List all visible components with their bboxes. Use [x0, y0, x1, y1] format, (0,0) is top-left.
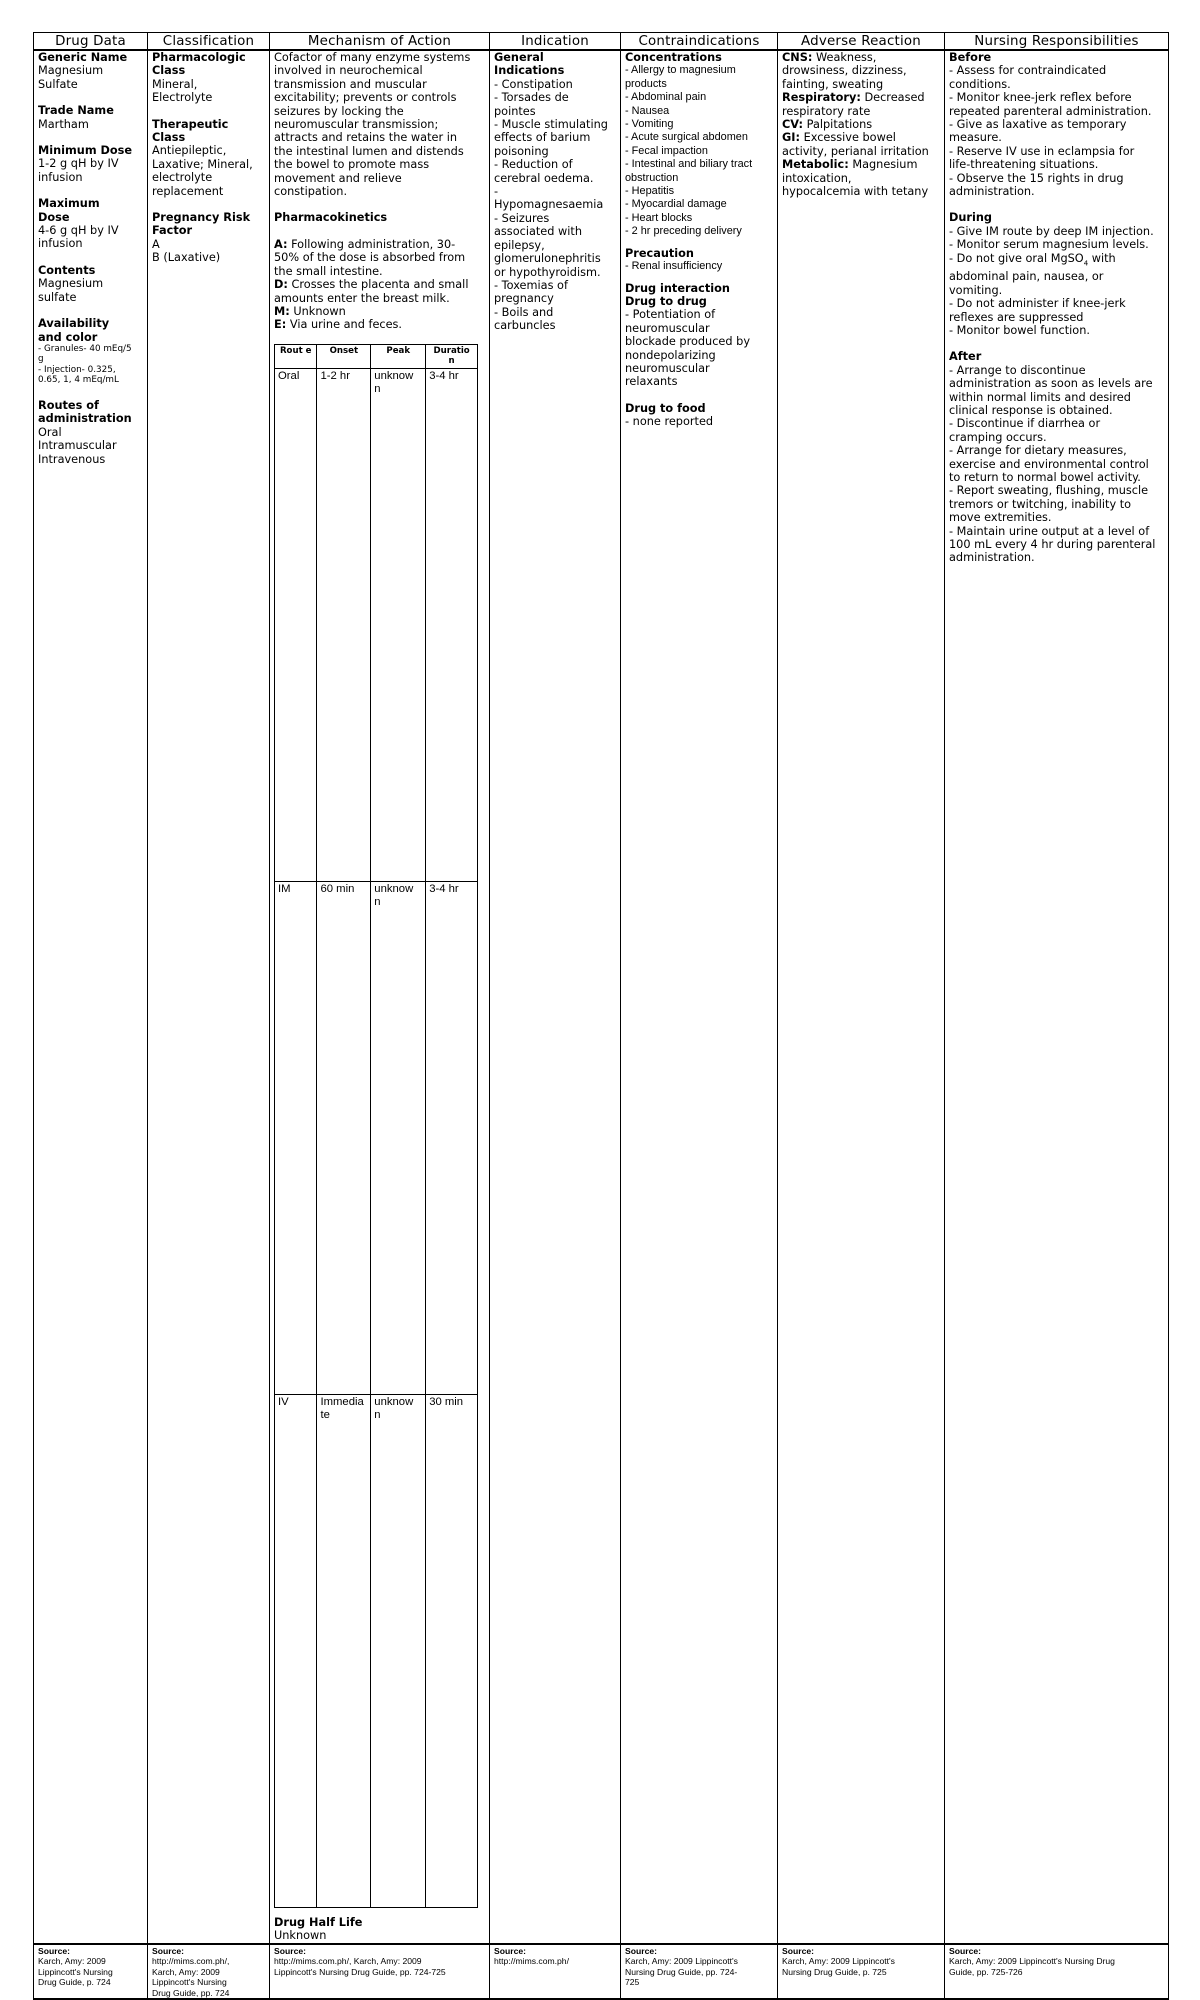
pharmacologic-class-line: Mineral,: [152, 77, 198, 91]
adverse-line: respiratory rate: [782, 104, 871, 118]
adverse-item-cv: [782, 118, 941, 131]
after-label: After: [949, 350, 982, 364]
pk-header-peak: Peak: [371, 344, 426, 368]
after-line: - Arrange for dietary measures,: [949, 444, 1127, 458]
availability-line: - Granules- 40 mEq/5: [38, 343, 132, 354]
after-line: clinical response is obtained.: [949, 404, 1113, 417]
header-classification: Classification: [148, 33, 270, 51]
pk-header-route: Rout e: [275, 344, 317, 368]
source-cell: [490, 1944, 621, 2000]
header-row: [34, 33, 1169, 51]
distribution-text: Crosses the placenta and small: [287, 278, 469, 292]
excretion-label: E:: [274, 318, 287, 332]
after-line: tremors or twitching, inability to: [949, 497, 1132, 511]
minimum-dose-label: Minimum Dose: [38, 144, 133, 158]
during-line: - Monitor serum magnesium levels.: [949, 238, 1149, 252]
drug-to-food-line: - none reported: [625, 415, 714, 429]
maximum-dose-label: Maximum: [38, 197, 100, 211]
contents-line: sulfate: [38, 290, 77, 304]
source-line: Drug Guide, p. 724: [38, 1977, 111, 1988]
half-life-label: Drug Half Life: [274, 1915, 363, 1929]
precaution-label: Precaution: [625, 246, 694, 260]
contraindication-line: - Allergy to magnesium: [625, 64, 736, 77]
metabolism-line: [274, 305, 486, 318]
after-line: within normal limits and desired: [949, 390, 1131, 404]
pharmacokinetics-label: Pharmacokinetics: [274, 211, 388, 225]
mechanism-line: transmission and muscular: [274, 77, 427, 91]
indication-line: epilepsy,: [494, 238, 545, 252]
therapeutic-class-line: Laxative; Mineral,: [152, 157, 253, 171]
contraindication-line: - Fecal impaction: [625, 144, 708, 157]
interaction-line: blockade produced by: [625, 335, 750, 349]
therapeutic-class-label: Therapeutic: [152, 117, 229, 131]
indication-line: carbuncles: [494, 319, 556, 333]
contraindication-line: - Heart blocks: [625, 211, 693, 224]
availability-line: - Injection- 0.325,: [38, 364, 116, 375]
pregnancy-risk-line: B (Laxative): [152, 251, 221, 265]
adverse-text: Weakness,: [812, 51, 877, 64]
pk-cell: unknow n: [371, 368, 426, 881]
pk-cell: unknow n: [371, 1394, 426, 1907]
before-line: repeated parenteral administration.: [949, 104, 1152, 118]
source-label: Source:: [38, 1945, 70, 1956]
contents-label: Contents: [38, 263, 96, 277]
after-line: - Arrange to discontinue: [949, 363, 1086, 377]
interaction-line: relaxants: [625, 375, 678, 389]
adverse-line: activity, perianal irritation: [782, 144, 929, 158]
adverse-reaction-cell: [778, 50, 945, 1944]
before-line: administration.: [949, 185, 1035, 199]
metabolism-text: Unknown: [289, 304, 346, 318]
after-line: - Maintain urine output at a level of: [949, 524, 1150, 538]
adverse-line: fainting, sweating: [782, 77, 884, 91]
before-line: - Assess for contraindicated: [949, 64, 1107, 78]
absorption-text: Following administration, 30-: [287, 237, 456, 251]
mechanism-line: the bowel to promote mass: [274, 158, 430, 172]
pk-cell: 30 min: [426, 1394, 478, 1907]
distribution-line: [274, 278, 486, 291]
therapeutic-class-line: electrolyte: [152, 171, 213, 185]
interaction-line: neuromuscular: [625, 321, 710, 335]
indication-line: - Boils and: [494, 305, 554, 319]
subscript: 4: [1083, 258, 1089, 267]
adverse-label: GI:: [782, 131, 800, 145]
absorption-line: the small intestine.: [274, 264, 383, 278]
pk-header-duration: Duratio n: [426, 344, 478, 368]
classification-cell: [148, 50, 270, 1944]
adverse-label: Metabolic:: [782, 158, 849, 172]
source-label: Source:: [274, 1945, 306, 1956]
during-line: - Give IM route by deep IM injection.: [949, 224, 1154, 238]
after-line: cramping occurs.: [949, 430, 1047, 444]
drug-data-cell: [34, 50, 148, 1944]
mechanism-line: attracts and retains the water in: [274, 131, 457, 145]
route-item: Oral: [38, 425, 62, 439]
availability-line: 0.65, 1, 4 mEq/mL: [38, 375, 119, 386]
during-with-text: with: [1088, 251, 1116, 265]
contraindication-line: - 2 hr preceding delivery: [625, 225, 742, 238]
source-line: http://mims.com.ph/: [494, 1956, 569, 1967]
pk-row: [275, 1394, 478, 1907]
pharmacologic-class-label: Class: [152, 64, 186, 78]
header-contraindications: Contraindications: [621, 33, 778, 51]
source-label: Source:: [494, 1945, 526, 1956]
distribution-label: D:: [274, 278, 288, 292]
mechanism-line: excitability; prevents or controls: [274, 91, 457, 105]
header-mechanism: Mechanism of Action: [270, 33, 490, 51]
routes-label: administration: [38, 412, 132, 426]
half-life-value: Unknown: [274, 1929, 327, 1943]
pharmacokinetics-table: [274, 344, 478, 1908]
contents-line: Magnesium: [38, 277, 104, 291]
adverse-item-gi: [782, 131, 941, 144]
after-line: administration.: [949, 551, 1035, 565]
therapeutic-class-line: replacement: [152, 184, 224, 198]
indication-line: -: [494, 185, 499, 199]
interaction-line: - Potentiation of: [625, 308, 716, 322]
adverse-line: intoxication,: [782, 171, 852, 185]
header-nursing-responsibilities: Nursing Responsibilities: [945, 33, 1169, 51]
availability-label: and color: [38, 330, 98, 344]
generic-name-line: Sulfate: [38, 77, 78, 91]
adverse-text: Excessive bowel: [800, 131, 896, 145]
pharmacologic-class-label: Pharmacologic: [152, 51, 246, 64]
after-line: - Discontinue if diarrhea or: [949, 417, 1101, 431]
header-drug-data: Drug Data: [34, 33, 148, 51]
drug-study-table: [33, 32, 1169, 2000]
precaution-line: - Renal insufficiency: [625, 260, 723, 273]
before-line: - Observe the 15 rights in drug: [949, 171, 1124, 185]
indication-line: poisoning: [494, 144, 549, 158]
maximum-dose-label: Dose: [38, 210, 70, 224]
excretion-line: [274, 318, 486, 331]
adverse-label: Respiratory:: [782, 91, 861, 105]
before-line: - Give as laxative as temporary: [949, 118, 1127, 132]
contraindication-line: - Vomiting: [625, 118, 674, 131]
indication-line: pointes: [494, 104, 536, 118]
during-line: reflexes are suppressed: [949, 310, 1084, 324]
absorption-line: [274, 238, 486, 251]
source-line: Karch, Amy: 2009: [38, 1956, 106, 1967]
route-item: Intravenous: [38, 452, 106, 466]
routes-label: Routes of: [38, 398, 99, 412]
source-line: Lippincott's Nursing Drug Guide, pp. 724-725: [274, 1966, 446, 1977]
before-label: Before: [949, 51, 992, 64]
source-row: [34, 1944, 1169, 2000]
nursing-cell: [945, 50, 1169, 1944]
pk-row: [275, 368, 478, 881]
mechanism-line: neuromuscular transmission;: [274, 118, 439, 132]
before-line: life-threatening situations.: [949, 158, 1099, 172]
during-line: - Do not administer if knee-jerk: [949, 297, 1126, 311]
source-line: Karch, Amy: 2009 Lippincott's: [782, 1956, 895, 1967]
excretion-text: Via urine and feces.: [286, 318, 403, 332]
contraindication-line: - Hepatitis: [625, 185, 675, 198]
pk-header-row: [275, 344, 478, 368]
contraindication-line: - Acute surgical abdomen: [625, 131, 748, 144]
content-row: [34, 50, 1169, 1944]
contraindication-line: products: [625, 77, 667, 90]
source-line: Karch, Amy: 2009 Lippincott's Nursing Drug: [949, 1956, 1115, 1967]
indication-line: - Reduction of: [494, 158, 573, 172]
source-line: http://mims.com.ph/,: [152, 1956, 230, 1967]
concentrations-label: Concentrations: [625, 51, 722, 64]
source-line: Drug Guide, pp. 724: [152, 1987, 230, 1998]
before-line: - Monitor knee-jerk reflex before: [949, 91, 1132, 105]
therapeutic-class-label: Class: [152, 131, 186, 145]
during-line: [949, 252, 1165, 271]
indication-line: - Constipation: [494, 77, 573, 91]
source-cell: [621, 1944, 778, 2000]
interaction-line: neuromuscular: [625, 361, 710, 375]
drug-interaction-label: Drug interaction: [625, 281, 730, 295]
pk-cell: 1-2 hr: [317, 368, 371, 881]
source-cell: [148, 1944, 270, 2000]
during-line: - Monitor bowel function.: [949, 323, 1090, 337]
source-line: Lippincott's Nursing: [38, 1966, 113, 1977]
contraindication-line: obstruction: [625, 171, 679, 184]
adverse-text: Magnesium: [848, 158, 918, 172]
adverse-text: Decreased: [860, 91, 925, 105]
during-line: abdominal pain, nausea, or: [949, 270, 1104, 284]
drug-to-drug-label: Drug to drug: [625, 294, 707, 308]
maximum-dose-line: 4-6 g qH by IV: [38, 224, 119, 238]
absorption-label: A:: [274, 237, 288, 251]
minimum-dose-line: 1-2 g qH by IV: [38, 157, 119, 171]
adverse-item-cns: [782, 51, 941, 64]
before-line: measure.: [949, 131, 1002, 145]
adverse-line: drowsiness, dizziness,: [782, 64, 907, 78]
before-line: - Reserve IV use in eclampsia for: [949, 144, 1135, 158]
indication-line: pregnancy: [494, 292, 554, 306]
minimum-dose-line: infusion: [38, 170, 83, 184]
pharmacologic-class-line: Electrolyte: [152, 91, 213, 105]
adverse-line: hypocalcemia with tetany: [782, 185, 929, 199]
after-line: - Report sweating, flushing, muscle: [949, 484, 1149, 498]
indication-line: - Torsades de: [494, 91, 569, 105]
interaction-line: nondepolarizing: [625, 348, 716, 362]
therapeutic-class-line: Antiepileptic,: [152, 144, 227, 158]
adverse-label: CNS:: [782, 51, 813, 64]
mechanism-line: constipation.: [274, 185, 348, 199]
header-adverse-reaction: Adverse Reaction: [778, 33, 945, 51]
source-label: Source:: [625, 1945, 657, 1956]
adverse-item-respiratory: [782, 91, 941, 104]
after-line: move extremities.: [949, 511, 1052, 525]
during-line: vomiting.: [949, 283, 1003, 297]
availability-line: g: [38, 354, 44, 365]
indication-line: associated with: [494, 225, 582, 239]
indication-line: glomerulonephritis: [494, 252, 601, 266]
route-item: Intramuscular: [38, 439, 117, 453]
indication-line: - Toxemias of: [494, 278, 568, 292]
source-line: Guide, pp. 725-726: [949, 1966, 1023, 1977]
indication-line: cerebral oedema.: [494, 171, 594, 185]
source-line: 725: [625, 1977, 640, 1988]
indication-cell: [490, 50, 621, 1944]
pk-cell: Oral: [275, 368, 317, 881]
indication-line: - Seizures: [494, 211, 550, 225]
pk-row: [275, 881, 478, 1394]
contraindication-line: - Myocardial damage: [625, 198, 727, 211]
maximum-dose-line: infusion: [38, 237, 83, 251]
distribution-line: amounts enter the breast milk.: [274, 291, 450, 305]
trade-name: Martham: [38, 117, 89, 131]
pk-cell: unknow n: [371, 881, 426, 1394]
generic-name-label: Generic Name: [38, 51, 128, 64]
pk-cell: IV: [275, 1394, 317, 1907]
source-line: Karch, Amy: 2009 Lippincott's: [625, 1956, 738, 1967]
source-line: Karch, Amy: 2009: [152, 1966, 220, 1977]
source-label: Source:: [152, 1945, 184, 1956]
contraindication-line: - Intestinal and biliary tract: [625, 158, 753, 171]
after-line: administration as soon as levels are: [949, 377, 1153, 391]
indications-label: General: [494, 51, 544, 64]
after-line: 100 mL every 4 hr during parenteral: [949, 538, 1156, 552]
during-mgso4-text: - Do not give oral MgSO: [949, 251, 1084, 265]
pk-cell: IM: [275, 881, 317, 1394]
indication-line: - Muscle stimulating: [494, 118, 608, 132]
contraindication-line: - Abdominal pain: [625, 91, 707, 104]
after-line: exercise and environmental control: [949, 457, 1149, 471]
indications-label: Indications: [494, 64, 565, 78]
drug-to-food-label: Drug to food: [625, 401, 706, 415]
pk-cell: 3-4 hr: [426, 368, 478, 881]
mechanism-cell: [270, 50, 490, 1944]
absorption-line: 50% of the dose is absorbed from: [274, 251, 466, 265]
header-indication: Indication: [490, 33, 621, 51]
after-line: to return to normal bowel activity.: [949, 471, 1141, 485]
before-line: conditions.: [949, 77, 1011, 91]
generic-name-line: Magnesium: [38, 64, 104, 78]
source-cell: [778, 1944, 945, 2000]
during-label: During: [949, 211, 992, 225]
source-line: http://mims.com.ph/, Karch, Amy: 2009: [274, 1956, 422, 1967]
drug-study-sheet: [33, 32, 1168, 2000]
adverse-text: Palpitations: [803, 118, 873, 132]
indication-line: effects of barium: [494, 131, 591, 145]
contraindication-line: - Nausea: [625, 104, 670, 117]
source-line: Nursing Drug Guide, p. 725: [782, 1966, 887, 1977]
source-cell: [270, 1944, 490, 2000]
pk-cell: 60 min: [317, 881, 371, 1394]
source-cell: [945, 1944, 1169, 2000]
source-line: Nursing Drug Guide, pp. 724-: [625, 1966, 738, 1977]
source-cell: [34, 1944, 148, 2000]
adverse-label: CV:: [782, 118, 804, 132]
pk-cell: 3-4 hr: [426, 881, 478, 1394]
mechanism-line: involved in neurochemical: [274, 64, 423, 78]
trade-name-label: Trade Name: [38, 104, 114, 118]
indication-line: or hypothyroidism.: [494, 265, 601, 279]
pregnancy-risk-label: Factor: [152, 224, 193, 238]
pregnancy-risk-label: Pregnancy Risk: [152, 211, 251, 225]
pk-header-onset: Onset: [317, 344, 371, 368]
availability-label: Availability: [38, 317, 110, 331]
mechanism-line: movement and relieve: [274, 171, 402, 185]
mechanism-line: seizures by locking the: [274, 104, 404, 118]
mechanism-line: the intestinal lumen and distends: [274, 144, 464, 158]
pk-cell: Immedia te: [317, 1394, 371, 1907]
pregnancy-risk-line: A: [152, 237, 160, 251]
source-label: Source:: [782, 1945, 814, 1956]
metabolism-label: M:: [274, 304, 290, 318]
contraindications-cell: [621, 50, 778, 1944]
source-label: Source:: [949, 1945, 981, 1956]
source-line: Lippincott's Nursing: [152, 1977, 227, 1988]
adverse-item-metabolic: [782, 158, 941, 171]
mechanism-line: Cofactor of many enzyme systems: [274, 51, 471, 64]
indication-line: Hypomagnesaemia: [494, 198, 604, 212]
